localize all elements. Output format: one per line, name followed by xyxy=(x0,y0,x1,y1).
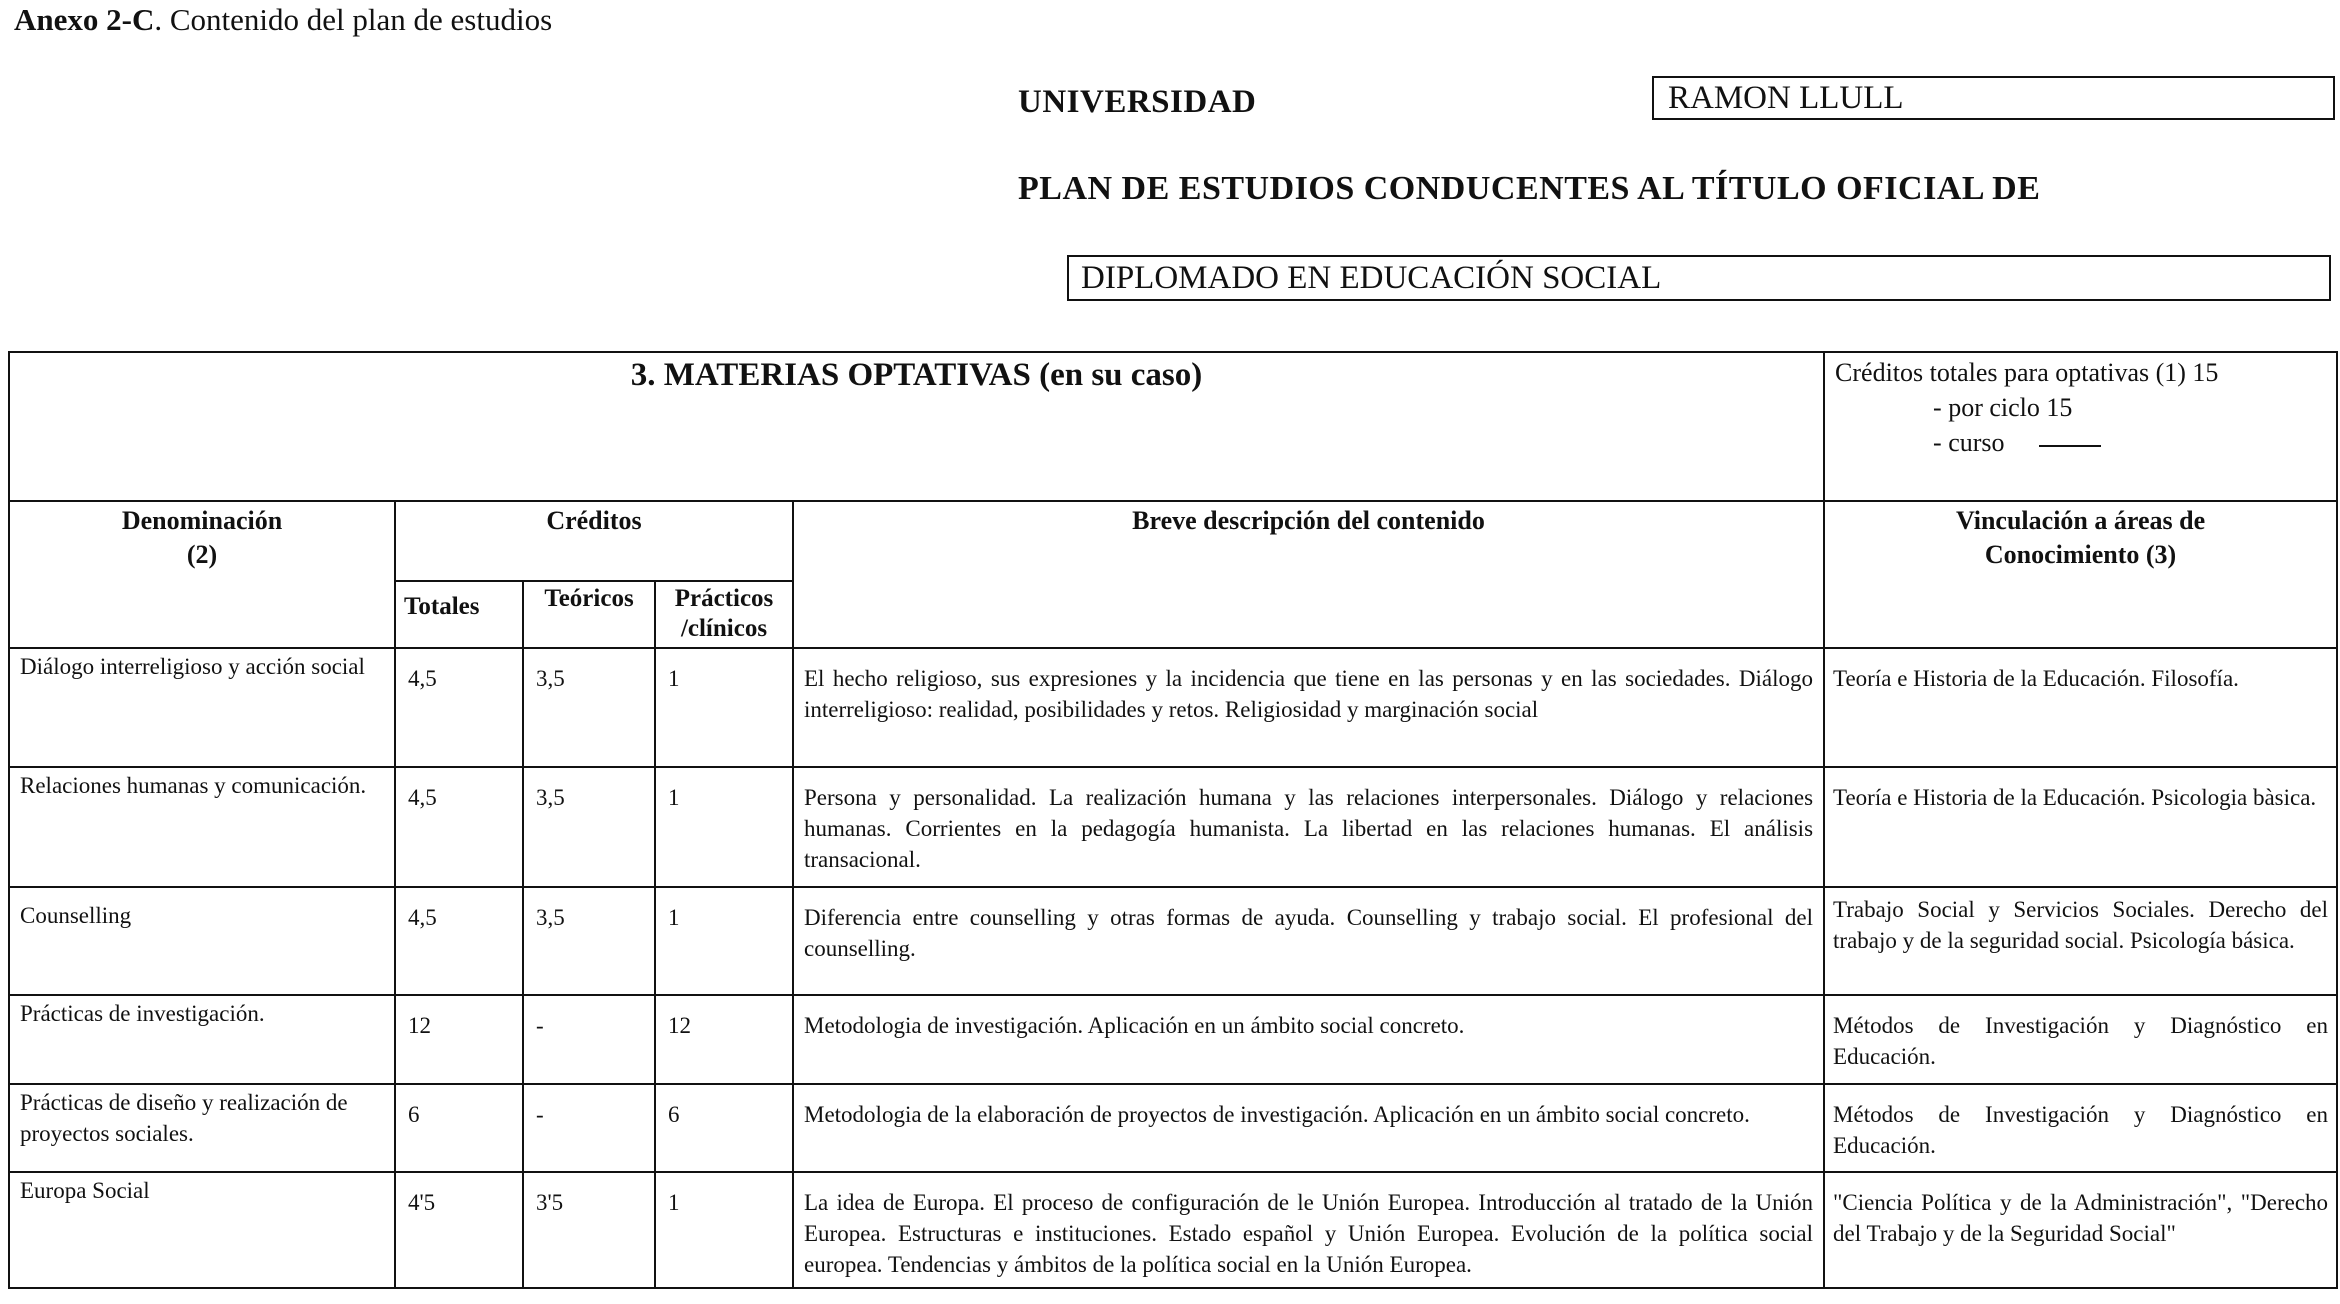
header-denominacion xyxy=(9,501,395,648)
credit-per-course-label: - curso xyxy=(1933,428,2005,457)
subject-description: La idea de Europa. El proceso de configuración de le Unión Europea. Introducción al tratado de la Unión Europea. Estructuras e instituciones. Estado español y Unión Europea. Evolución de la política social europea. Tendencias y ámbitos de la política social en la Unión Europea. xyxy=(793,1172,1824,1288)
table-row xyxy=(9,995,2337,1084)
subject-name: Counselling xyxy=(9,887,395,995)
subject-name: Prácticas de investigación. xyxy=(9,995,395,1084)
knowledge-area: Trabajo Social y Servicios Sociales. Derecho del trabajo y de la seguridad social. Psicología básica. xyxy=(1824,887,2337,995)
subject-name: Prácticas de diseño y realización de proyectos sociales. xyxy=(9,1084,395,1172)
credits-total: 6 xyxy=(395,1084,523,1172)
knowledge-area: Teoría e Historia de la Educación. Psicologia bàsica. xyxy=(1824,767,2337,887)
university-name-field: RAMON LLULL xyxy=(1652,76,2335,120)
section-header-row xyxy=(9,352,2337,501)
subject-name: Relaciones humanas y comunicación. xyxy=(9,767,395,887)
header-practicos xyxy=(655,581,793,648)
subject-description: El hecho religioso, sus expresiones y la incidencia que tiene en las personas y en las sociedades. Diálogo interreligioso: realidad, posibilidades y retos. Religiosidad y marginación social xyxy=(793,648,1824,767)
table-row xyxy=(9,887,2337,995)
knowledge-area: "Ciencia Política y de la Administración", "Derecho del Trabajo y de la Seguridad Social" xyxy=(1824,1172,2337,1288)
table-row xyxy=(9,1172,2337,1288)
table-row xyxy=(9,767,2337,887)
subject-name: Europa Social xyxy=(9,1172,395,1288)
credits-total: 12 xyxy=(395,995,523,1084)
subject-description: Metodologia de investigación. Aplicación en un ámbito social concreto. xyxy=(793,995,1824,1084)
credits-total: 4'5 xyxy=(395,1172,523,1288)
credits-theory: 3,5 xyxy=(523,887,655,995)
subject-description: Persona y personalidad. La realización humana y las relaciones interpersonales. Diálogo y relaciones humanas. Corrientes en la pedagogía humanista. La libertad en las relaciones humanas. El análisis transacional. xyxy=(793,767,1824,887)
credit-per-course xyxy=(1835,425,2326,460)
header-practicos-label: Prácticos xyxy=(674,585,774,612)
credits-theory: 3,5 xyxy=(523,648,655,767)
credits-theory: 3'5 xyxy=(523,1172,655,1288)
credits-practice: 1 xyxy=(655,767,793,887)
knowledge-area: Métodos de Investigación y Diagnóstico en Educación. xyxy=(1824,995,2337,1084)
table-row xyxy=(9,648,2337,767)
subject-description: Metodologia de la elaboración de proyectos de investigación. Aplicación en un ámbito social concreto. xyxy=(793,1084,1824,1172)
degree-field: DIPLOMADO EN EDUCACIÓN SOCIAL xyxy=(1067,255,2331,301)
credits-practice: 12 xyxy=(655,995,793,1084)
header-vinculacion-label: Vinculación a áreas de xyxy=(1955,506,2206,535)
section-title: 3. MATERIAS OPTATIVAS (en su caso) xyxy=(9,352,1824,501)
university-label: UNIVERSIDAD xyxy=(1018,84,1257,120)
credits-practice: 1 xyxy=(655,648,793,767)
column-header-row xyxy=(9,501,2337,581)
credits-practice: 1 xyxy=(655,887,793,995)
knowledge-area: Métodos de Investigación y Diagnóstico en Educación. xyxy=(1824,1084,2337,1172)
credits-total: 4,5 xyxy=(395,767,523,887)
header-denominacion-label: Denominación xyxy=(121,506,283,535)
annex-heading xyxy=(14,0,552,40)
header-teoricos: Teóricos xyxy=(523,581,655,648)
credit-totals-line: Créditos totales para optativas (1) 15 xyxy=(1835,358,2219,387)
subject-description: Diferencia entre counselling y otras formas de ayuda. Counselling y trabajo social. El profesional del counselling. xyxy=(793,887,1824,995)
credits-total: 4,5 xyxy=(395,887,523,995)
header-totales: Totales xyxy=(395,581,523,648)
optional-subjects-table xyxy=(8,351,2338,1289)
subject-name: Diálogo interreligioso y acción social xyxy=(9,648,395,767)
header-vinculacion xyxy=(1824,501,2337,648)
header-creditos: Créditos xyxy=(395,501,793,581)
credits-theory: - xyxy=(523,995,655,1084)
credits-theory: - xyxy=(523,1084,655,1172)
annex-label: Anexo 2-C xyxy=(14,2,155,37)
credit-per-cycle: - por ciclo 15 xyxy=(1933,393,2073,422)
annex-title: . Contenido del plan de estudios xyxy=(154,2,553,37)
credit-totals xyxy=(1824,352,2337,501)
credits-practice: 1 xyxy=(655,1172,793,1288)
table-row xyxy=(9,1084,2337,1172)
credits-theory: 3,5 xyxy=(523,767,655,887)
blank-line xyxy=(2039,445,2101,447)
header-vinculacion-note: Conocimiento (3) xyxy=(1984,540,2177,569)
header-denominacion-note: (2) xyxy=(186,540,218,569)
knowledge-area: Teoría e Historia de la Educación. Filosofía. xyxy=(1824,648,2337,767)
plan-title: PLAN DE ESTUDIOS CONDUCENTES AL TÍTULO OFICIAL DE xyxy=(1018,170,2041,207)
header-descripcion: Breve descripción del contenido xyxy=(793,501,1824,648)
credits-total: 4,5 xyxy=(395,648,523,767)
credits-practice: 6 xyxy=(655,1084,793,1172)
header-practicos-label2: /clínicos xyxy=(680,615,768,642)
